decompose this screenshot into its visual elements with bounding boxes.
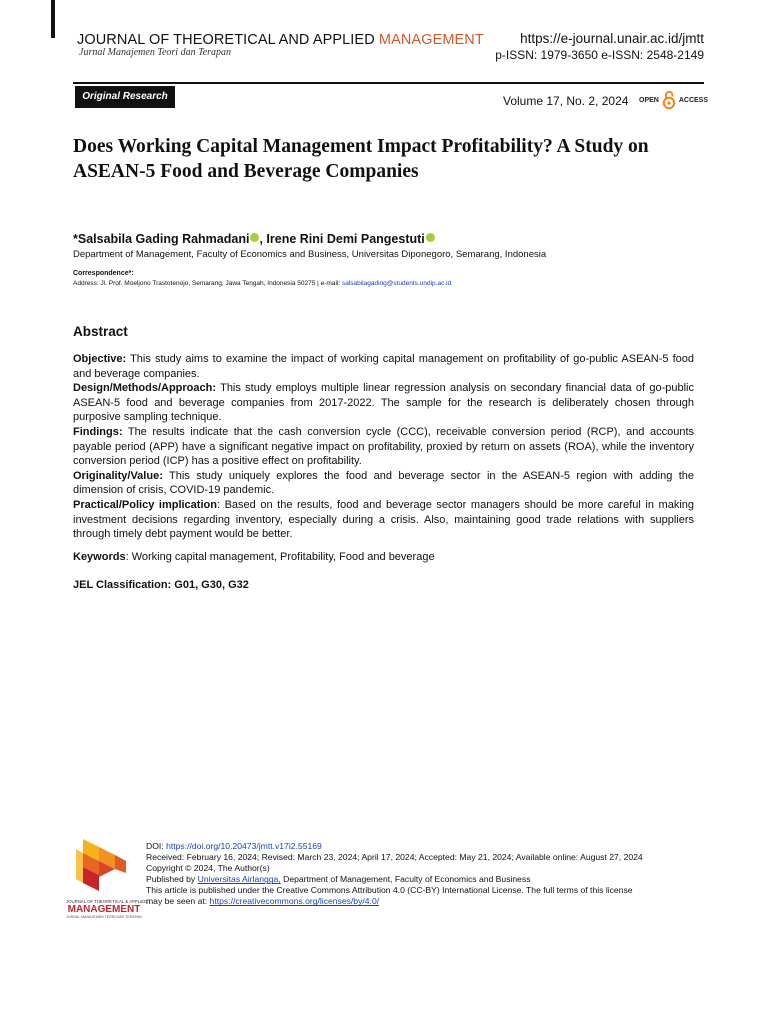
left-margin-bar — [51, 0, 55, 38]
volume-info: Volume 17, No. 2, 2024 — [503, 94, 629, 108]
article-footer — [146, 841, 706, 908]
issn: p-ISSN: 1979-3650 e-ISSN: 2548-2149 — [495, 48, 704, 62]
orcid-icon[interactable] — [426, 233, 435, 242]
dates-line: Received: February 16, 2024; Revised: March 23, 2024; April 17, 2024; Accepted: May 21, 2024; Available online: August 27, 2024 — [146, 852, 643, 863]
doi-link[interactable]: https://doi.org/10.20473/jmtt.v17i2.55169 — [166, 841, 322, 851]
open-lock-icon — [662, 90, 676, 110]
abstract-findings: Findings: The results indicate that the cash conversion cycle (CCC), receivable conversion period (RCP), and accounts payable period (APP) have a significant negative impact on profitability, proxied by return on assets (ROA), while the inventory conversion period (ICP) has a positive effect on profitability. — [73, 425, 694, 468]
journal-url[interactable]: https://e-journal.unair.ac.id/jmtt — [520, 31, 704, 46]
correspondence-address: Address: Jl. Prof. Moeljono Trastotenojo, Semarang, Jawa Tengah, Indonesia 50275 | e-mail: salsabilagading@students.undip.ac.id — [73, 280, 452, 287]
journal-logo — [66, 839, 148, 919]
author-list: *Salsabila Gading Rahmadani , Irene Rini Demi Pangestuti — [73, 232, 435, 246]
open-access-right-text: ACCESS — [678, 96, 709, 104]
author-name: *Salsabila Gading Rahmadani — [73, 232, 250, 246]
logo-journal-name: JOURNAL OF THEORETICAL & APPLIED — [66, 899, 148, 904]
logo-tagline: JURNAL MANAJEMEN TEORI DAN TERAPAN — [66, 915, 142, 919]
abstract-objective: Objective: This study aims to examine the impact of working capital management on profitability of go-public ASEAN-5 food and beverage companies. — [73, 353, 694, 380]
publisher-line: Published by Universitas Airlangga, Department of Management, Faculty of Economics and Business — [146, 874, 531, 885]
article-type-badge: Original Research — [75, 86, 175, 108]
correspondence-label: Correspondence*: — [73, 270, 134, 277]
header-rule — [73, 82, 704, 84]
abstract-design: Design/Methods/Approach: This study employs multiple linear regression analysis on secondary financial data of go-public ASEAN-5 food and beverage companies from 2017-2022. The sample for the research is deliberately chosen through purposive sampling technique. — [73, 382, 694, 424]
journal-subtitle: Jurnal Manajemen Teori dan Terapan — [79, 47, 232, 58]
copyright-line: Copyright © 2024, The Author(s) — [146, 863, 270, 874]
affiliation: Department of Management, Faculty of Economics and Business, Universitas Diponegoro, Semarang, Indonesia — [73, 249, 547, 260]
journal-logo-mark — [66, 839, 142, 893]
journal-title: JOURNAL OF THEORETICAL AND APPLIED MANAGEMENT — [77, 32, 484, 48]
open-access-left-text: OPEN — [639, 96, 659, 104]
email-link[interactable]: salsabilagading@students.undip.ac.id — [341, 280, 452, 287]
open-access-logo — [639, 90, 708, 110]
jel-classification: JEL Classification: G01, G30, G32 — [73, 579, 249, 591]
license-line-2: may be seen at: https://creativecommons.org/licenses/by/4.0/ — [146, 896, 380, 907]
abstract-body — [73, 352, 694, 542]
abstract-policy: Practical/Policy implication: Based on the results, food and beverage sector managers should be more careful in making investment decisions regarding inventory, especially during a crisis. Also, maintaining good trade relations with suppliers through timely debt payment would be better. — [73, 498, 694, 541]
paper-title: Does Working Capital Management Impact Profitability? A Study on ASEAN-5 Food and Beverage Companies — [73, 136, 649, 182]
keywords: Keywords: Working capital management, Profitability, Food and beverage — [73, 551, 435, 563]
author-name: Irene Rini Demi Pangestuti — [266, 232, 425, 246]
logo-management: MANAGEMENT — [67, 904, 141, 915]
license-link[interactable]: https://creativecommons.org/licenses/by/4.0/ — [209, 896, 380, 907]
abstract-heading: Abstract — [73, 324, 128, 339]
doi-line: DOI: https://doi.org/10.20473/jmtt.v17i2.55169 — [146, 841, 322, 851]
publisher-link[interactable]: Universitas Airlangga, — [197, 874, 281, 885]
abstract-originality: Originality/Value: This study uniquely explores the food and beverage sector in the ASEAN-5 region with adding the dimension of crisis, COVID-19 pandemic. — [73, 469, 694, 497]
license-line-1: This article is published under the Creative Commons Attribution 4.0 (CC-BY) International License. The full terms of this license — [146, 885, 633, 896]
